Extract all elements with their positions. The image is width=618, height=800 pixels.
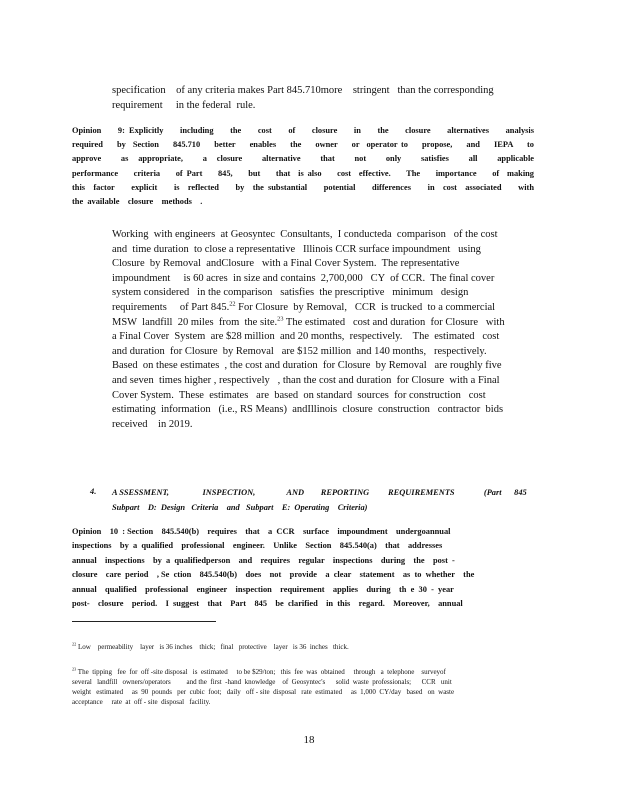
footnote-23-line: several landfill owners/operators and the first -hand knowledge of Geosyntec's solid waste professionals; CCR unit (72, 678, 452, 686)
opinion-10-line: post- closure period. I suggest that Part 845 be clarified in this regard. Moreover, annual (72, 599, 463, 609)
bullet-paragraph (112, 228, 534, 432)
opinion-9-line: performance criteria of Part 845, but that is also cost effective. The importance of making (72, 168, 534, 178)
bullet-line-text: MSW landfill 20 miles from the site. (112, 316, 278, 328)
bullet-line-with-ref-22 (112, 301, 534, 316)
footnote-ref-22[interactable]: 22 (229, 300, 236, 308)
bullet-line-text: For Closure by Removal, CCR is trucked to a commercial (235, 301, 496, 313)
bullet-line: a Final Cover System are $28 million and 20 months, respectively. The estimated cost (112, 331, 500, 343)
opinion-10-line: annual inspections by a qualifiedperson and requires regular inspections during the post - (72, 555, 455, 565)
section-4-number: 4. (90, 487, 97, 496)
footnote-ref-23[interactable]: 23 (277, 315, 284, 323)
footnote-22 (72, 642, 542, 652)
bullet-line: impoundment is 60 acres in size and contains 2,700,000 CY of CCR. The final cover (112, 272, 495, 284)
opinion-10-line: closure care period , Se ction 845.540(b) does not provide a clear statement as to whether the (72, 570, 475, 580)
opinion-9-line: Opinion 9: Explicitly including the cost of closure in the closure alternatives analysis (72, 126, 534, 135)
bullet-line: received in 2019. (112, 418, 193, 430)
section-4-heading-line-1: A SSESSMENT, INSPECTION, AND REPORTING REQUIREMENTS (Part 845 (112, 488, 527, 497)
footnote-22-text: Low permeability layer is 36 inches thick; final protective layer is 36 inches thick. (76, 643, 349, 651)
bullet-line: estimating information (i.e., RS Means) andIllinois closure construction contractor bids (112, 404, 504, 416)
bullet-line-text: requirements of Part 845. (112, 301, 230, 313)
opinion-10 (72, 525, 536, 611)
bullet-line-text: The estimated cost and duration for Closure with (283, 316, 505, 328)
intro-line-2: requirement in the federal rule. (112, 100, 256, 111)
bullet-line: and seven times higher , respectively , than the cost and duration for Closure with a Final (112, 374, 500, 386)
opinion-9-line: the available closure methods . (72, 197, 203, 207)
opinion-9-line: this factor explicit is reflected by the substantial potential differences in cost associated with (72, 182, 534, 192)
bullet-line: system considered in the comparison satisfies the prescriptive minimum design (112, 287, 469, 299)
bullet-line: Working with engineers at Geosyntec Consultants, I conducteda comparison of the cost (112, 229, 498, 240)
footnote-23-line (72, 667, 542, 677)
opinion-9-line: approve as appropriate, a closure alternative that not only satisfies all applicable (72, 154, 534, 164)
opinion-10-line: annual qualified professional engineer inspection requirement applies during th e 30 - year (72, 584, 454, 594)
footnote-23-line: acceptance rate at off - site disposal facility. (72, 698, 211, 706)
section-4-heading (112, 485, 536, 515)
opinion-10-line: inspections by a qualified professional engineer. Unlike Section 845.540(a) that addresses (72, 541, 443, 551)
bullet-line: Closure by Removal andClosure with a Final Cover System. The representative (112, 258, 460, 270)
section-4-heading-line-2: Subpart D: Design Criteria and Subpart E: Operating Criteria) (112, 503, 368, 512)
footnote-23-text: The tipping fee for off -site disposal is estimated to be $29/ton; this fee was obtained through a telephone surveyof (76, 668, 446, 676)
bullet-line: Cover System. These estimates are based on standard sources for construction cost (112, 389, 486, 401)
bullet-line: Based on these estimates , the cost and duration for Closure by Removal are roughly five (112, 360, 502, 372)
footnote-separator (72, 621, 216, 622)
opinion-10-line: Opinion 10 : Section 845.540(b) requires that a CCR surface impoundment undergoannual (72, 527, 451, 536)
footnote-23-number: 23 (72, 666, 77, 672)
footnote-23-line: weight estimated as 90 pounds per cubic foot; daily off - site disposal rate estimated as 1,000 CY/day based on waste (72, 688, 455, 696)
footnote-22-number: 22 (72, 641, 77, 647)
bullet-line: and duration for Closure by Removal are $152 million and 140 months, respectively. (112, 345, 487, 357)
bullet-line: and time duration to close a representative Illinois CCR surface impoundment using (112, 243, 481, 255)
intro-paragraph (112, 83, 518, 113)
page-number: 18 (303, 734, 315, 746)
opinion-9-line: required by Section 845.710 better enables the owner or operator to propose, and IEPA to (72, 140, 534, 150)
intro-line-1: specification of any criteria makes Part 845.710more stringent than the corresponding (112, 85, 494, 96)
opinion-9 (72, 124, 534, 209)
bullet-line-with-ref-23 (112, 316, 534, 331)
footnote-23 (72, 667, 542, 707)
